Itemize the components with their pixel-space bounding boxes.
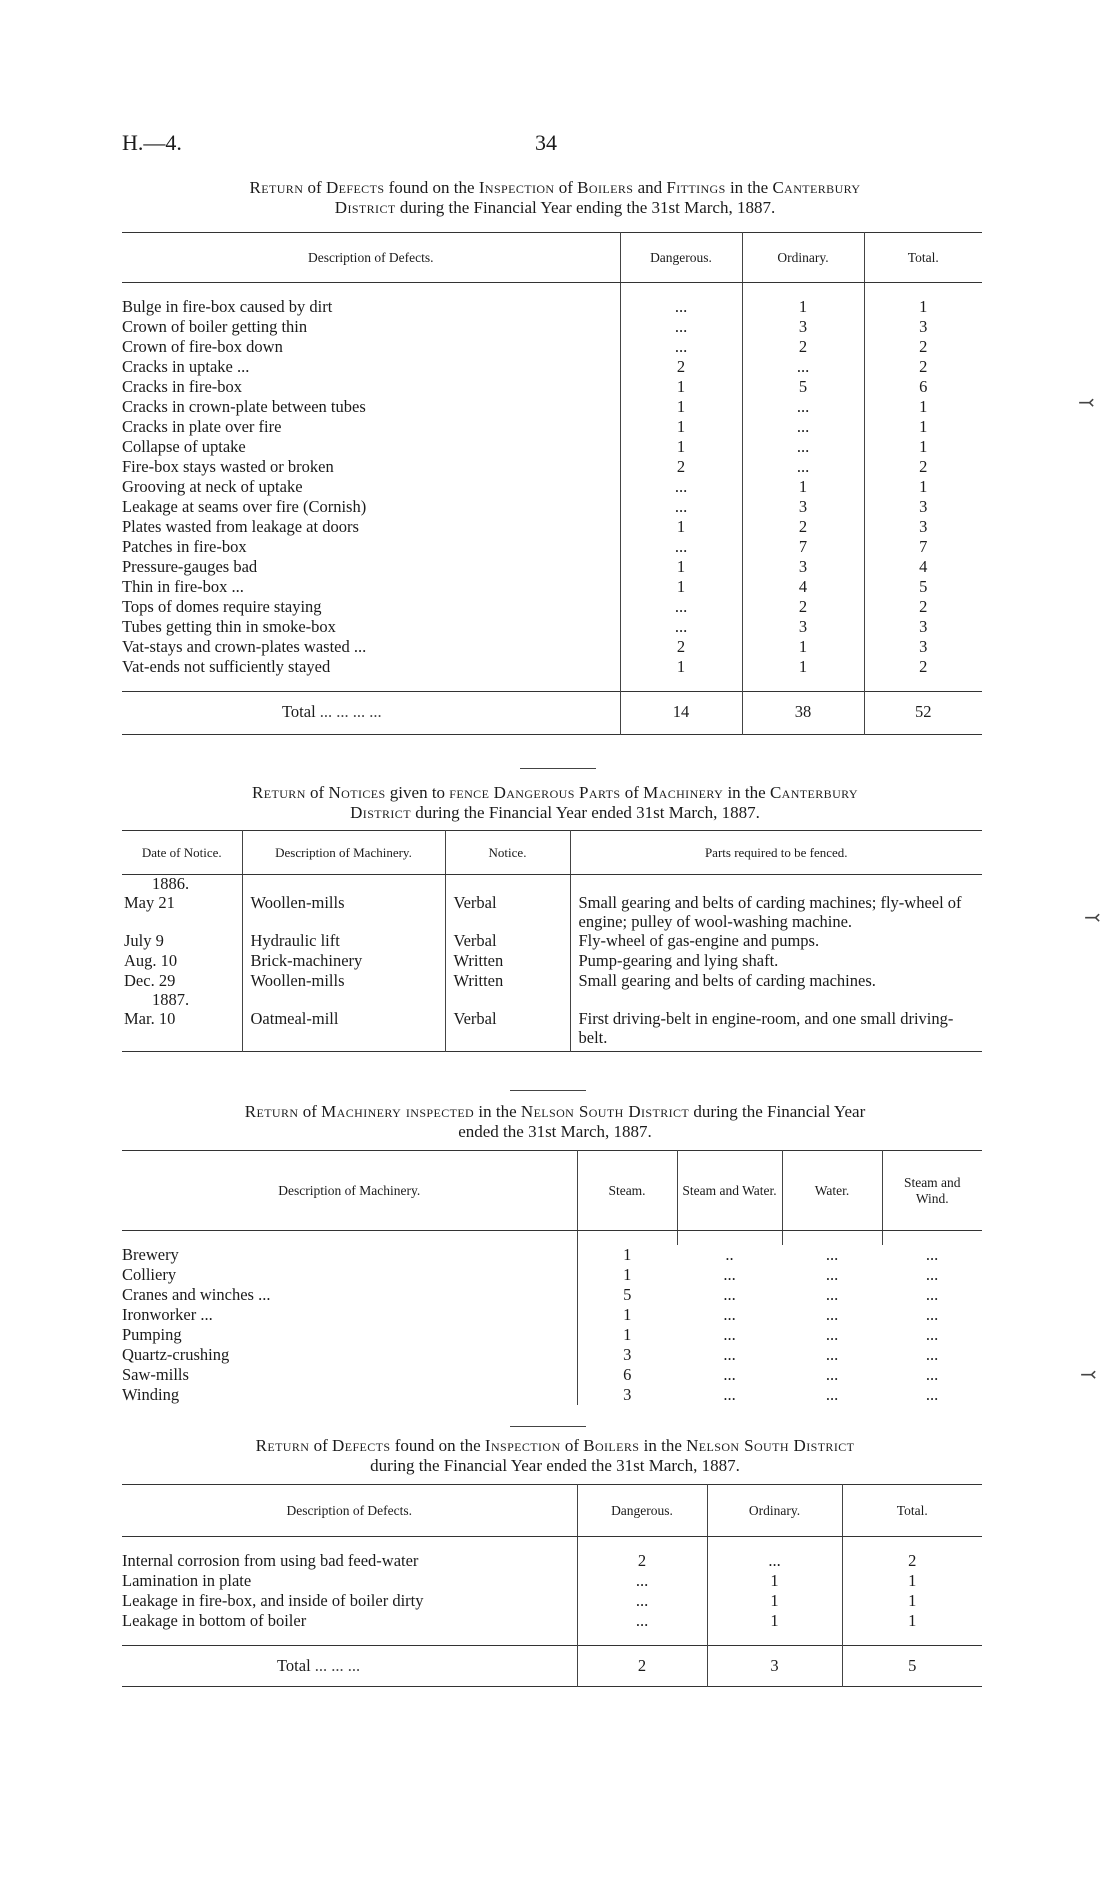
binding-mark: ⤙	[1078, 392, 1095, 414]
notice-date: July 9	[124, 931, 164, 950]
defect-description: Leakage in fire-box, and inside of boiler dirty	[122, 1591, 424, 1610]
notice-type: Written	[445, 971, 570, 991]
table4-total-total: 5	[842, 1646, 982, 1687]
steam-count: 1	[577, 1305, 677, 1325]
defect-description	[122, 497, 620, 517]
defect-description	[122, 617, 620, 637]
steam-wind-count: ...	[925, 1385, 939, 1404]
total-count: 1	[864, 477, 982, 497]
ordinary-count: ...	[742, 437, 864, 457]
defect-text: Crown of fire-box down	[122, 337, 283, 356]
ordinary-count: ...	[742, 457, 864, 477]
steam-count: 3	[577, 1345, 677, 1365]
total-count: 2	[864, 597, 982, 617]
machinery-description: Colliery	[122, 1265, 177, 1284]
table4-col-ordinary: Ordinary.	[707, 1485, 842, 1537]
ordinary-count: 1	[742, 637, 864, 657]
defect-text: Cracks in crown-plate between tubes	[122, 397, 366, 416]
table-row	[122, 437, 982, 457]
table-row	[122, 1265, 982, 1285]
defect-description: Leakage in bottom of boiler	[122, 1611, 307, 1630]
defect-text: Cracks in plate over fire	[122, 417, 282, 436]
parts-to-fence: Small gearing and belts of carding machines.	[570, 971, 982, 991]
water-count: ...	[825, 1345, 839, 1364]
dangerous-count: ...	[577, 1571, 707, 1591]
steam-water-count: ...	[723, 1365, 736, 1384]
table-row	[122, 557, 982, 577]
defect-text: Vat-stays and crown-plates wasted ...	[122, 637, 367, 656]
steam-count: 1	[577, 1325, 677, 1345]
defect-text: Leakage at seams over fire (Cornish)	[122, 497, 367, 516]
defect-description	[122, 577, 620, 597]
ordinary-count: 1	[742, 477, 864, 497]
steam-water-count: ...	[723, 1265, 736, 1284]
steam-count: 1	[577, 1245, 677, 1265]
dangerous-count: 2	[620, 357, 742, 377]
table1-title-line1: Return of Defects found on the Inspection of Boilers and Fittings in the Canterbury	[249, 178, 861, 197]
year-row	[122, 875, 982, 894]
machinery-description: Winding	[122, 1385, 180, 1404]
dangerous-count: 1	[620, 437, 742, 457]
defect-text: Plates wasted from leakage at doors	[122, 517, 359, 536]
total-count: 1	[864, 397, 982, 417]
table4-title-line1: Return of Defects found on the Inspection of Boilers in the Nelson South District	[255, 1436, 855, 1455]
table-row	[122, 1365, 982, 1385]
defect-text: Cracks in uptake ...	[122, 357, 250, 376]
section-separator	[520, 768, 596, 769]
table2-title-line2: District during the Financial Year ended 31st March, 1887.	[350, 803, 760, 822]
steam-wind-count: ...	[925, 1245, 939, 1264]
ordinary-count: 1	[707, 1611, 842, 1631]
water-count: ...	[825, 1305, 839, 1324]
defect-text: Crown of boiler getting thin	[122, 317, 308, 336]
table-row	[122, 577, 982, 597]
notice-type: Written	[445, 951, 570, 971]
document-code: H.—4.	[122, 130, 182, 155]
table-row	[122, 517, 982, 537]
notice-date: Aug. 10	[124, 951, 178, 970]
total-count: 2	[864, 657, 982, 677]
dangerous-count: 1	[620, 417, 742, 437]
total-count: 2	[864, 357, 982, 377]
notice-year: 1887.	[152, 991, 190, 1009]
water-count: ...	[825, 1285, 839, 1304]
defect-description	[122, 437, 620, 457]
steam-count: 3	[577, 1385, 677, 1405]
defect-text: Tops of domes require staying	[122, 597, 322, 616]
machinery-description: Brewery	[122, 1245, 179, 1264]
ordinary-count: ...	[742, 417, 864, 437]
table3-title-line1: Return of Machinery inspected in the Nelson South District during the Financial Year	[244, 1102, 866, 1121]
dangerous-count: ...	[620, 317, 742, 337]
table3-body	[122, 1231, 982, 1406]
table1-col-ordinary: Ordinary.	[742, 233, 864, 283]
defect-description: Lamination in plate	[122, 1571, 252, 1590]
total-count: 5	[864, 577, 982, 597]
table2-fence-notices	[122, 830, 982, 1052]
water-count: ...	[825, 1365, 839, 1384]
defect-description	[122, 557, 620, 577]
defect-text: Pressure-gauges bad	[122, 557, 258, 576]
table2-col-parts: Parts required to be fenced.	[570, 831, 982, 875]
table3-col-steam-wind: Steam and Wind.	[882, 1151, 982, 1231]
defect-text: Patches in fire-box	[122, 537, 247, 556]
table4-col-description: Description of Defects.	[122, 1485, 577, 1537]
defect-description	[122, 337, 620, 357]
defect-text: Fire-box stays wasted or broken	[122, 457, 334, 476]
dangerous-count: 1	[620, 517, 742, 537]
defect-description	[122, 597, 620, 617]
table3-title-line2: ended the 31st March, 1887.	[458, 1122, 652, 1141]
total-count: 3	[864, 517, 982, 537]
parts-to-fence: First driving-belt in engine-room, and one small driving-belt.	[570, 1009, 982, 1052]
defect-description	[122, 297, 620, 317]
defect-description	[122, 657, 620, 677]
notice-type: Verbal	[445, 1009, 570, 1052]
defect-text: Bulge in fire-box caused by dirt	[122, 297, 333, 316]
table-row	[122, 297, 982, 317]
table1-defects-canterbury	[122, 232, 982, 735]
water-count: ...	[825, 1245, 839, 1264]
table-row	[122, 417, 982, 437]
empty-cell	[570, 875, 982, 894]
notice-date: Dec. 29	[124, 971, 176, 990]
defect-text: Cracks in fire-box	[122, 377, 243, 396]
defect-text: Vat-ends not sufficiently stayed	[122, 657, 331, 676]
dangerous-count: 1	[620, 657, 742, 677]
total-count: 2	[842, 1551, 982, 1571]
table-row	[122, 1611, 982, 1631]
dangerous-count: ...	[577, 1591, 707, 1611]
dangerous-count: 2	[577, 1551, 707, 1571]
dangerous-count: 1	[620, 397, 742, 417]
total-count: 7	[864, 537, 982, 557]
total-count: 1	[864, 437, 982, 457]
table4-total-ordinary: 3	[707, 1646, 842, 1687]
total-count: 3	[864, 497, 982, 517]
table1-total-label: Total	[282, 702, 316, 721]
table-row	[122, 893, 982, 931]
defect-text: Tubes getting thin in smoke-box	[122, 617, 336, 636]
ordinary-count: 1	[742, 657, 864, 677]
table1-total-dangerous: 14	[620, 692, 742, 735]
ordinary-count: 1	[742, 297, 864, 317]
total-count: 3	[864, 317, 982, 337]
defect-description	[122, 377, 620, 397]
ordinary-count: 3	[742, 557, 864, 577]
dangerous-count: 2	[620, 637, 742, 657]
ordinary-count: 1	[707, 1571, 842, 1591]
table-row	[122, 337, 982, 357]
table-row	[122, 617, 982, 637]
defect-description	[122, 397, 620, 417]
total-count: 3	[864, 617, 982, 637]
steam-water-count: ...	[723, 1305, 736, 1324]
dangerous-count: ...	[620, 477, 742, 497]
dangerous-count: 1	[620, 377, 742, 397]
table1-title-line2: District during the Financial Year ending the 31st March, 1887.	[334, 198, 776, 217]
steam-wind-count: ...	[925, 1285, 939, 1304]
water-count: ...	[825, 1385, 839, 1404]
notice-type: Verbal	[445, 931, 570, 951]
total-count: 1	[864, 417, 982, 437]
table-row	[122, 931, 982, 951]
table-row	[122, 357, 982, 377]
table3-col-water: Water.	[782, 1151, 882, 1231]
total-count: 6	[864, 377, 982, 397]
defect-text: Thin in fire-box ...	[122, 577, 244, 596]
ordinary-count: 1	[707, 1591, 842, 1611]
machinery-description: Cranes and winches ...	[122, 1285, 271, 1304]
water-count: ...	[825, 1325, 839, 1344]
table1-col-dangerous: Dangerous.	[620, 233, 742, 283]
binding-mark: ⤙	[1084, 907, 1101, 929]
total-count: 1	[842, 1571, 982, 1591]
defect-text: Grooving at neck of uptake	[122, 477, 303, 496]
dangerous-count: 1	[620, 577, 742, 597]
table-row	[122, 1325, 982, 1345]
table1-col-description: Description of Defects.	[122, 233, 620, 283]
parts-to-fence: Fly-wheel of gas-engine and pumps.	[570, 931, 982, 951]
table4-title	[120, 1436, 990, 1476]
ordinary-count: 2	[742, 337, 864, 357]
defect-description	[122, 317, 620, 337]
table-row	[122, 1285, 982, 1305]
notice-type: Verbal	[445, 893, 570, 931]
table3-col-steam-water: Steam and Water.	[677, 1151, 782, 1231]
total-count: 2	[864, 457, 982, 477]
defect-description	[122, 357, 620, 377]
parts-to-fence: Pump-gearing and lying shaft.	[570, 951, 982, 971]
table-row	[122, 497, 982, 517]
dangerous-count: ...	[620, 617, 742, 637]
table1-total	[122, 677, 982, 735]
machinery-description: Pumping	[122, 1325, 182, 1344]
section-separator	[510, 1090, 586, 1091]
table-row	[122, 1385, 982, 1405]
machinery-description: Saw-mills	[122, 1365, 189, 1384]
page-number: 34	[535, 130, 557, 155]
machinery-description: Oatmeal-mill	[242, 1009, 445, 1052]
binding-mark: ⤙	[1080, 1364, 1097, 1386]
ordinary-count: 2	[742, 517, 864, 537]
dangerous-count: ...	[620, 337, 742, 357]
machinery-description: Quartz-crushing	[122, 1345, 230, 1364]
total-count: 1	[842, 1611, 982, 1631]
table4-title-line2: during the Financial Year ended the 31st March, 1887.	[370, 1456, 740, 1475]
table-row	[122, 457, 982, 477]
steam-count: 1	[577, 1265, 677, 1285]
defect-description	[122, 637, 620, 657]
table2-col-machinery: Description of Machinery.	[242, 831, 445, 875]
table-row	[122, 477, 982, 497]
ordinary-count: 3	[742, 317, 864, 337]
table3-machinery-nelson	[122, 1150, 982, 1405]
table-row	[122, 1551, 982, 1571]
steam-water-count: ...	[723, 1345, 736, 1364]
steam-wind-count: ...	[925, 1345, 939, 1364]
table-row	[122, 537, 982, 557]
defect-description	[122, 537, 620, 557]
table3-title	[120, 1102, 990, 1142]
machinery-description: Brick-machinery	[242, 951, 445, 971]
dangerous-count: ...	[577, 1611, 707, 1631]
ordinary-count: 3	[742, 617, 864, 637]
ordinary-count: 3	[742, 497, 864, 517]
dangerous-count: 2	[620, 457, 742, 477]
defect-description: Internal corrosion from using bad feed-water	[122, 1551, 419, 1570]
table-row	[122, 397, 982, 417]
table-row	[122, 657, 982, 677]
section-separator	[510, 1426, 586, 1427]
table1-body	[122, 283, 982, 678]
machinery-description: Woollen-mills	[242, 893, 445, 931]
table-row	[122, 637, 982, 657]
steam-water-count: ..	[725, 1245, 734, 1264]
ordinary-count: ...	[742, 397, 864, 417]
ordinary-count: 5	[742, 377, 864, 397]
empty-cell	[445, 991, 570, 1009]
dangerous-count: ...	[620, 297, 742, 317]
steam-water-count: ...	[723, 1385, 736, 1404]
year-row	[122, 991, 982, 1009]
steam-wind-count: ...	[925, 1365, 939, 1384]
table-row	[122, 1305, 982, 1325]
steam-count: 5	[577, 1285, 677, 1305]
total-count: 1	[864, 297, 982, 317]
table-row	[122, 971, 982, 991]
defect-description	[122, 417, 620, 437]
table-row	[122, 1591, 982, 1611]
ordinary-count: ...	[742, 357, 864, 377]
table-row	[122, 951, 982, 971]
table-row	[122, 597, 982, 617]
machinery-description: Ironworker ...	[122, 1305, 213, 1324]
empty-cell	[445, 875, 570, 894]
table4-col-dangerous: Dangerous.	[577, 1485, 707, 1537]
table-row	[122, 377, 982, 397]
table4-body	[122, 1537, 982, 1632]
total-count: 1	[842, 1591, 982, 1611]
steam-wind-count: ...	[925, 1265, 939, 1284]
table1-total-row: Total ... ... ... ... 14 38 52	[122, 692, 982, 735]
table2-title	[120, 783, 990, 823]
table1-title	[120, 178, 990, 218]
table3-col-description: Description of Machinery.	[122, 1151, 577, 1231]
dangerous-count: ...	[620, 597, 742, 617]
notice-year: 1886.	[152, 874, 190, 893]
table1-col-total: Total.	[864, 233, 982, 283]
empty-cell	[570, 991, 982, 1009]
table2-col-date: Date of Notice.	[122, 831, 242, 875]
empty-cell	[242, 991, 445, 1009]
dangerous-count: 1	[620, 557, 742, 577]
notice-date: Mar. 10	[124, 1009, 176, 1028]
table1-total-ordinary: 38	[742, 692, 864, 735]
defect-text: Collapse of uptake	[122, 437, 246, 456]
table4-defects-nelson	[122, 1484, 982, 1687]
steam-wind-count: ...	[925, 1305, 939, 1324]
table2-col-notice: Notice.	[445, 831, 570, 875]
table-row	[122, 1571, 982, 1591]
machinery-description: Woollen-mills	[242, 971, 445, 991]
defect-description	[122, 477, 620, 497]
parts-to-fence: Small gearing and belts of carding machines; fly-wheel of engine; pulley of wool-washing machine.	[570, 893, 982, 931]
ordinary-count: ...	[707, 1551, 842, 1571]
total-count: 2	[864, 337, 982, 357]
notice-date: May 21	[124, 893, 175, 912]
table4-total-row: Total ... ... ... 2 3 5	[122, 1646, 982, 1687]
table2-body	[122, 875, 982, 1052]
steam-water-count: ...	[723, 1285, 736, 1304]
defect-description	[122, 457, 620, 477]
dangerous-count: ...	[620, 537, 742, 557]
table-row	[122, 317, 982, 337]
table-row	[122, 1345, 982, 1365]
empty-cell	[242, 875, 445, 894]
table-row	[122, 1245, 982, 1265]
water-count: ...	[825, 1265, 839, 1284]
ordinary-count: 7	[742, 537, 864, 557]
defect-description	[122, 517, 620, 537]
table-row	[122, 1009, 982, 1052]
table4-total	[122, 1631, 982, 1687]
total-count: 3	[864, 637, 982, 657]
table3-col-steam: Steam.	[577, 1151, 677, 1231]
ordinary-count: 2	[742, 597, 864, 617]
steam-wind-count: ...	[925, 1325, 939, 1344]
total-count: 4	[864, 557, 982, 577]
table4-total-dangerous: 2	[577, 1646, 707, 1687]
table2-title-line1: Return of Notices given to fence Dangerous Parts of Machinery in the Canterbury	[252, 783, 858, 802]
table4-col-total: Total.	[842, 1485, 982, 1537]
steam-water-count: ...	[723, 1325, 736, 1344]
ordinary-count: 4	[742, 577, 864, 597]
table1-total-total: 52	[864, 692, 982, 735]
dangerous-count: ...	[620, 497, 742, 517]
steam-count: 6	[577, 1365, 677, 1385]
machinery-description: Hydraulic lift	[242, 931, 445, 951]
table4-total-label: Total	[277, 1656, 311, 1675]
